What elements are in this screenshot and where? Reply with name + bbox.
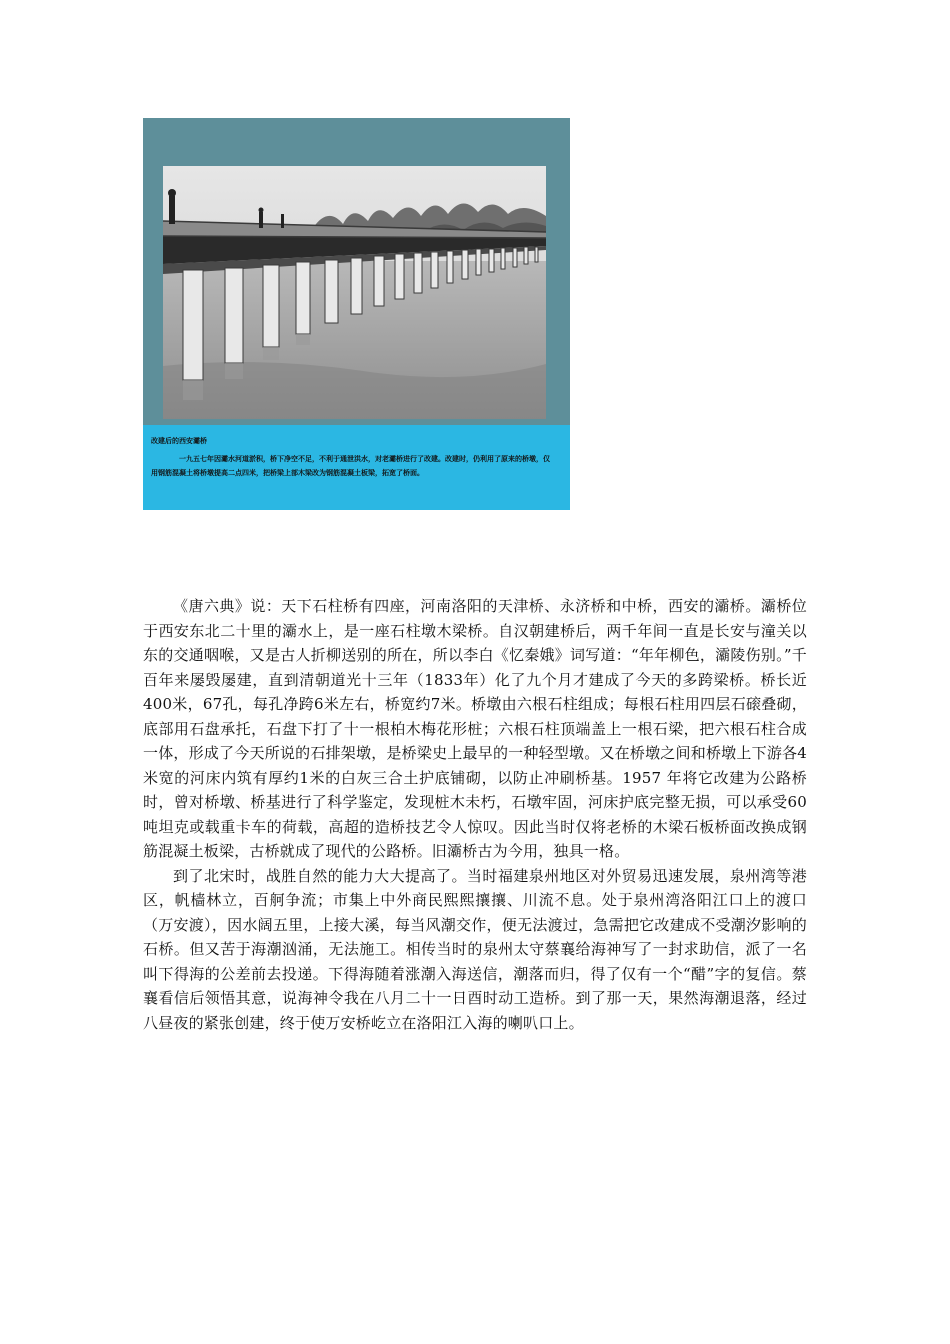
bridge-photo bbox=[163, 166, 546, 419]
caption-title: 改建后的西安灞桥 bbox=[151, 436, 207, 445]
paragraph: 《唐六典》说：天下石柱桥有四座，河南洛阳的天津桥、永济桥和中桥，西安的灞桥。灞桥位于西安东北二十里的灞水上，是一座石柱墩木梁桥。自汉朝建桥后，两千年间一直是长安与潼关以东的交通咽喉，又是古人折柳送别的所在，所以李白《忆秦娥》词写道：“年年柳色，灞陵伤别。”千百年来屡毁屡建，直到清朝道光十三年（1833年）化了九个月才建成了今天的多跨梁桥。桥长近400米，67孔，每孔净跨6米左右，桥宽约7米。桥墩由六根石柱组成；每根石柱用四层石磙叠砌，底部用石盘承托，石盘下打了十一根柏木梅花形桩；六根石柱顶端盖上一根石梁，把六根石柱合成一体，形成了今天所说的石排架墩，是桥梁史上最早的一种轻型墩。又在桥墩之间和桥墩上下游各4米宽的河床内筑有厚约1米的白灰三合土护底铺砌，以防止冲刷桥基。1957 年将它改建为公路桥时，曾对桥墩、桥基进行了科学鉴定，发现桩木未朽，石墩牢固，河床护底完整无损，可以承受60吨坦克或载重卡车的荷载，高超的造桥技艺令人惊叹。因此当时仅将老桥的木梁石板桥面改换成钢筋混凝土板梁，古桥就成了现代的公路桥。旧灞桥古为今用，独具一格。 bbox=[143, 597, 807, 860]
caption-body: 一九五七年因灞水河道淤积，桥下净空不足，不利于通泄洪水，对老灞桥进行了改建。改建时，仍利用了原来的桥墩，仅用钢筋混凝土将桥墩提高二点四米，把桥梁上部木梁改为钢筋混凝土板梁，拓宽了桥面。 bbox=[151, 454, 550, 477]
article-body bbox=[143, 594, 807, 1035]
figure-card bbox=[143, 118, 570, 510]
photo-caption bbox=[143, 425, 570, 510]
paragraph: 到了北宋时，战胜自然的能力大大提高了。当时福建泉州地区对外贸易迅速发展，泉州湾等港区，帆樯林立，百舸争流；市集上中外商民熙熙攘攘、川流不息。处于泉州湾洛阳江口上的渡口（万安渡），因水阔五里，上接大溪，每当风潮交作，便无法渡过，急需把它改建成不受潮汐影响的石桥。但又苦于海潮汹涌，无法施工。相传当时的泉州太守蔡襄给海神写了一封求助信，派了一名叫下得海的公差前去投递。下得海随着涨潮入海送信，潮落而归，得了仅有一个“醋”字的复信。蔡襄看信后领悟其意，说海神令我在八月二十一日酉时动工造桥。到了那一天，果然海潮退落，经过八昼夜的紧张创建，终于使万安桥屹立在洛阳江入海的喇叭口上。 bbox=[143, 866, 807, 1032]
